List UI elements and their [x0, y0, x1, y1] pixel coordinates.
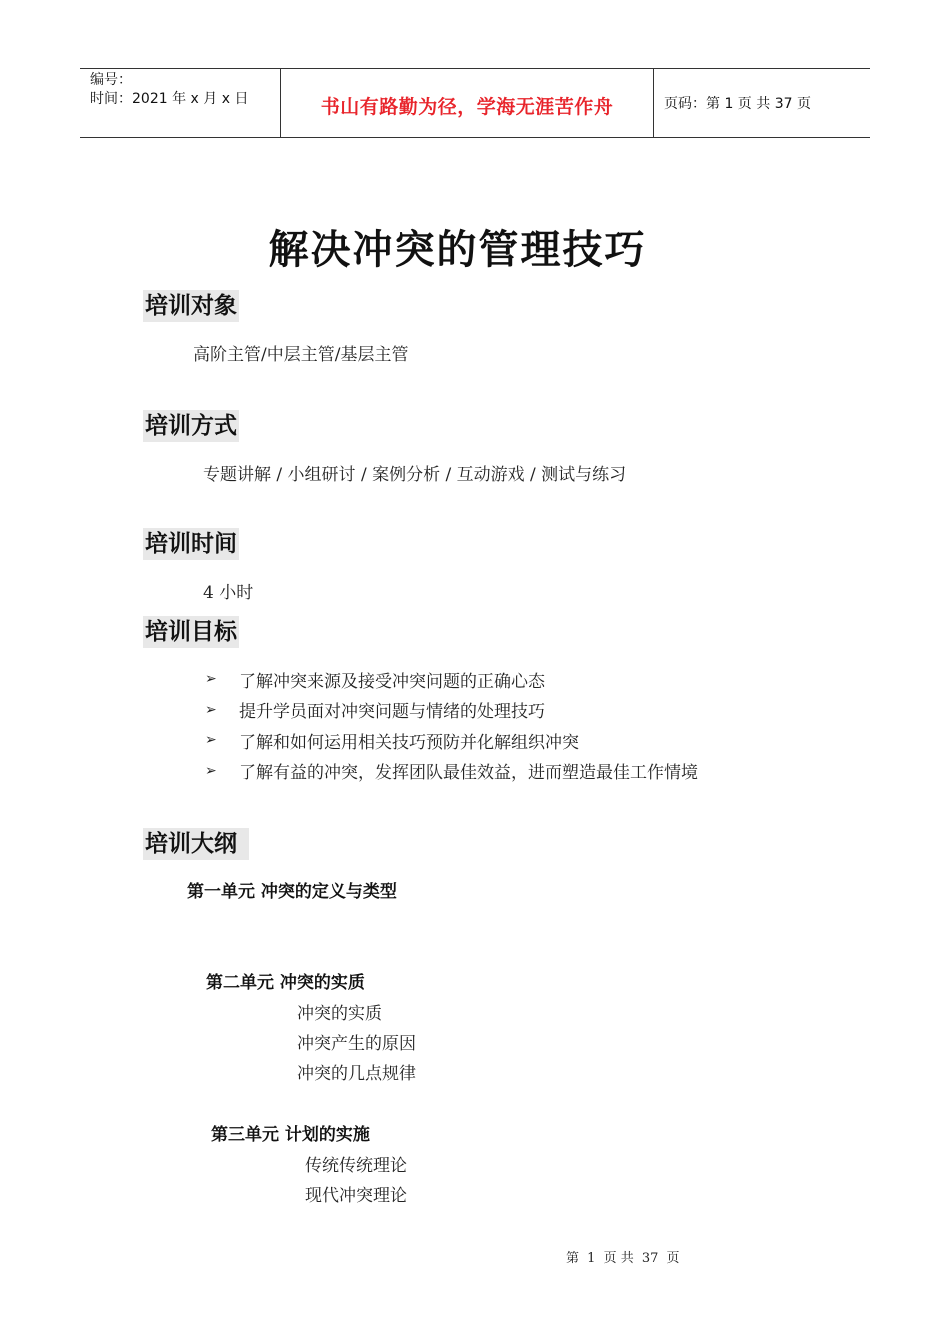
bullet-arrow-icon: ➢ — [205, 732, 217, 749]
header-meta — [80, 69, 281, 137]
unit-1-title: 第一单元 冲突的定义与类型 — [187, 882, 397, 902]
list-item — [205, 725, 698, 756]
document-number: 编号： — [90, 72, 132, 88]
footer-page-number: 1 — [587, 1251, 596, 1266]
document-date: 时间：2021 年 x 月 x 日 — [90, 91, 249, 107]
list-item — [205, 664, 698, 695]
footer-total-pages: 37 — [641, 1251, 659, 1266]
header-motto-cell — [281, 69, 654, 137]
training-method-text: 专题讲解 / 小组研讨 / 案例分析 / 互动游戏 / 测试与练习 — [203, 465, 627, 485]
unit-2-title: 第二单元 冲突的实质 — [206, 973, 365, 993]
section-heading-target: 培训对象 — [143, 290, 239, 322]
footer-suffix: 页 — [666, 1251, 680, 1266]
goal-text: 了解有益的冲突，发挥团队最佳效益，进而塑造最佳工作情境 — [239, 763, 698, 784]
unit-2-item: 冲突产生的原因 — [297, 1034, 416, 1054]
document-title: 解决冲突的管理技巧 — [268, 226, 647, 273]
motto: 书山有路勤为径，学海无涯苦作舟 — [320, 95, 614, 118]
footer-mid: 页 共 — [603, 1251, 634, 1266]
bullet-arrow-icon: ➢ — [205, 701, 217, 718]
bullet-arrow-icon: ➢ — [205, 671, 217, 688]
target-audience-text: 高阶主管/中层主管/基层主管 — [193, 345, 409, 365]
unit-3-title: 第三单元 计划的实施 — [211, 1125, 370, 1145]
unit-3-item: 传统传统理论 — [305, 1156, 407, 1176]
bullet-arrow-icon: ➢ — [205, 762, 217, 779]
header-page-cell — [654, 69, 870, 137]
unit-2-item: 冲突的几点规律 — [297, 1064, 416, 1084]
section-heading-time: 培训时间 — [143, 528, 239, 560]
goal-text: 了解冲突来源及接受冲突问题的正确心态 — [239, 671, 545, 692]
unit-2-item: 冲突的实质 — [297, 1004, 382, 1024]
list-item — [205, 756, 698, 787]
goal-text: 了解和如何运用相关技巧预防并化解组织冲突 — [239, 732, 579, 753]
goal-text: 提升学员面对冲突问题与情绪的处理技巧 — [239, 702, 545, 723]
goals-list — [205, 664, 698, 786]
section-heading-outline: 培训大纲 — [143, 828, 249, 860]
document-header — [80, 68, 870, 138]
section-heading-goals: 培训目标 — [143, 616, 239, 648]
footer-prefix: 第 — [566, 1251, 580, 1266]
training-time-text: 4 小时 — [203, 583, 254, 603]
section-heading-method: 培训方式 — [143, 410, 239, 442]
unit-3-item: 现代冲突理论 — [305, 1186, 407, 1206]
page-indicator: 页码：第 1 页 共 37 页 — [664, 96, 811, 112]
list-item — [205, 695, 698, 726]
